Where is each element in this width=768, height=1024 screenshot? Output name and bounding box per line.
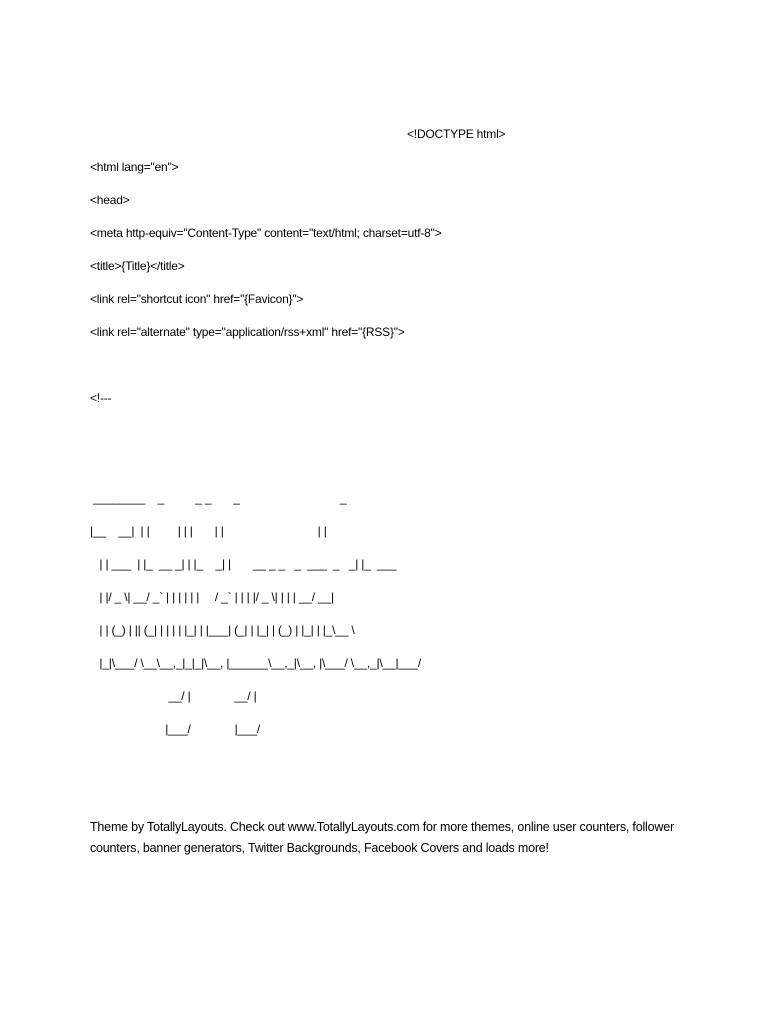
doctype-line: <!DOCTYPE html> [407, 127, 506, 141]
theme-credit-text: Theme by TotallyLayouts. Check out www.TotallyLayouts.com for more themes, online user counters, follower counters, banner generators, Twitter Backgrounds, Facebook Covers and loads more! [90, 820, 674, 855]
code-line-meta: <meta http-equiv="Content-Type" content="text/html; charset=utf-8"> [90, 226, 442, 240]
ascii-art-line: __/ | __/ | [90, 689, 257, 703]
ascii-art-line: | | ___ | |_ __ _| | |_ _| | __ _ _ _ ___ _ _| |_ ___ [90, 557, 397, 571]
code-line-rss-link: <link rel="alternate" type="application/rss+xml" href="{RSS}"> [90, 325, 405, 339]
ascii-art-line: |___/ |___/ [90, 722, 261, 736]
ascii-art-line: | | (_) | || (_| | | | | |_| | |___| (_| | |_| | (_) | |_| | |_\__ \ [90, 623, 355, 637]
code-line-html: <html lang="en"> [90, 160, 179, 174]
comment-open: <!--- [90, 391, 112, 405]
ascii-art-line: |__ __| | | | | | | | | | [90, 524, 327, 538]
ascii-art-line: | |/ _ \| __/ _` | | | | | | / _` | | | |/ _ \| | | | __/ __| [90, 590, 334, 604]
code-line-head: <head> [90, 193, 130, 207]
code-line-favicon-link: <link rel="shortcut icon" href="{Favicon}"> [90, 292, 304, 306]
code-line-title: <title>{Title}</title> [90, 259, 185, 273]
ascii-art-line: ________ _ _ _ _ _ [90, 491, 347, 505]
ascii-art-line: |_|\___/ \__\__,_|_|_|\__, |______\__,_|\__, |\___/ \__,_|\__|___/ [90, 656, 421, 670]
